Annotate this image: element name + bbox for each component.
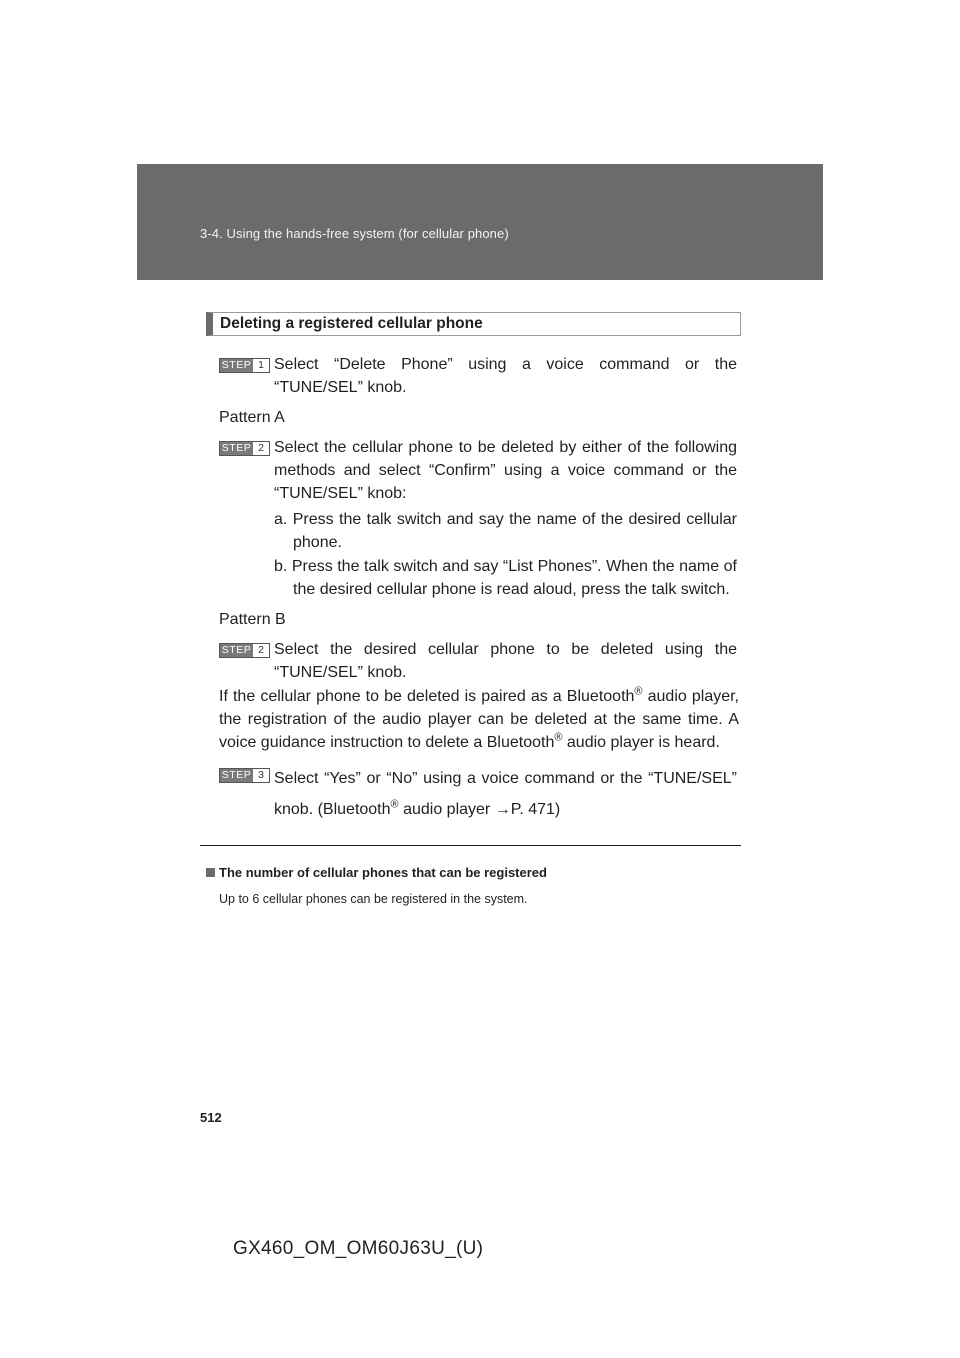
pattern-b-label: Pattern B (219, 611, 286, 628)
chapter-header-band (137, 164, 823, 280)
note-title-text: The number of cellular phones that can be registered (219, 865, 547, 880)
subsection-heading (206, 312, 741, 336)
bluetooth-note-paragraph (219, 685, 739, 754)
para-part-1: If the cellular phone to be deleted is paired as a Bluetooth (219, 688, 635, 705)
square-bullet-icon (206, 868, 215, 877)
step-3-text-part-2: audio player →P. 471) (398, 801, 561, 818)
step-2b-text: Select the desired cellular phone to be deleted using the “TUNE/SEL” knob. (274, 641, 737, 681)
step-badge-3 (219, 768, 270, 783)
registered-mark: ® (390, 798, 399, 811)
step-badge-1 (219, 358, 270, 373)
section-title: 3-4. Using the hands-free system (for cellular phone) (200, 226, 509, 241)
step-label: STEP (221, 442, 252, 454)
section-divider (200, 845, 741, 846)
step-number: 3 (258, 769, 264, 781)
step-label: STEP (221, 644, 252, 656)
para-part-2: audio player, the registration of the audio player can be deleted at the same time. A voice guidance instruction to delete a Bluetooth (219, 688, 740, 751)
step-number: 1 (258, 359, 264, 371)
registered-mark: ® (634, 685, 643, 698)
step-label: STEP (221, 769, 252, 781)
para-part-3: audio player is heard. (562, 734, 720, 751)
method-item-a: a. Press the talk switch and say the name of the desired cellular phone. (274, 511, 737, 551)
step-3-text-part-1: Select “Yes” or “No” using a voice command or the “TUNE/SEL” knob. (Bluetooth (274, 770, 737, 818)
step-2a-text: Select the cellular phone to be deleted by either of the following methods and select “Confirm” using a voice command or the “TUNE/SEL” knob: (274, 439, 737, 502)
registered-mark: ® (554, 731, 563, 744)
pattern-a-label: Pattern A (219, 409, 285, 426)
page-number: 512 (200, 1110, 222, 1125)
step-3-text (274, 763, 737, 825)
step-number: 2 (258, 644, 264, 656)
step-badge-2b (219, 643, 270, 658)
step-badge-2a (219, 441, 270, 456)
step-number: 2 (258, 442, 264, 454)
step-1-text: Select “Delete Phone” using a voice command or the “TUNE/SEL” knob. (274, 356, 737, 396)
method-item-b: b. Press the talk switch and say “List Phones”. When the name of the desired cellular phone is read aloud, press the talk switch. (274, 558, 737, 598)
document-code: GX460_OM_OM60J63U_(U) (233, 1238, 484, 1259)
note-body: Up to 6 cellular phones can be registered in the system. (219, 892, 528, 906)
step-label: STEP (221, 359, 252, 371)
note-title (206, 865, 547, 880)
subsection-heading-text: Deleting a registered cellular phone (220, 315, 483, 332)
